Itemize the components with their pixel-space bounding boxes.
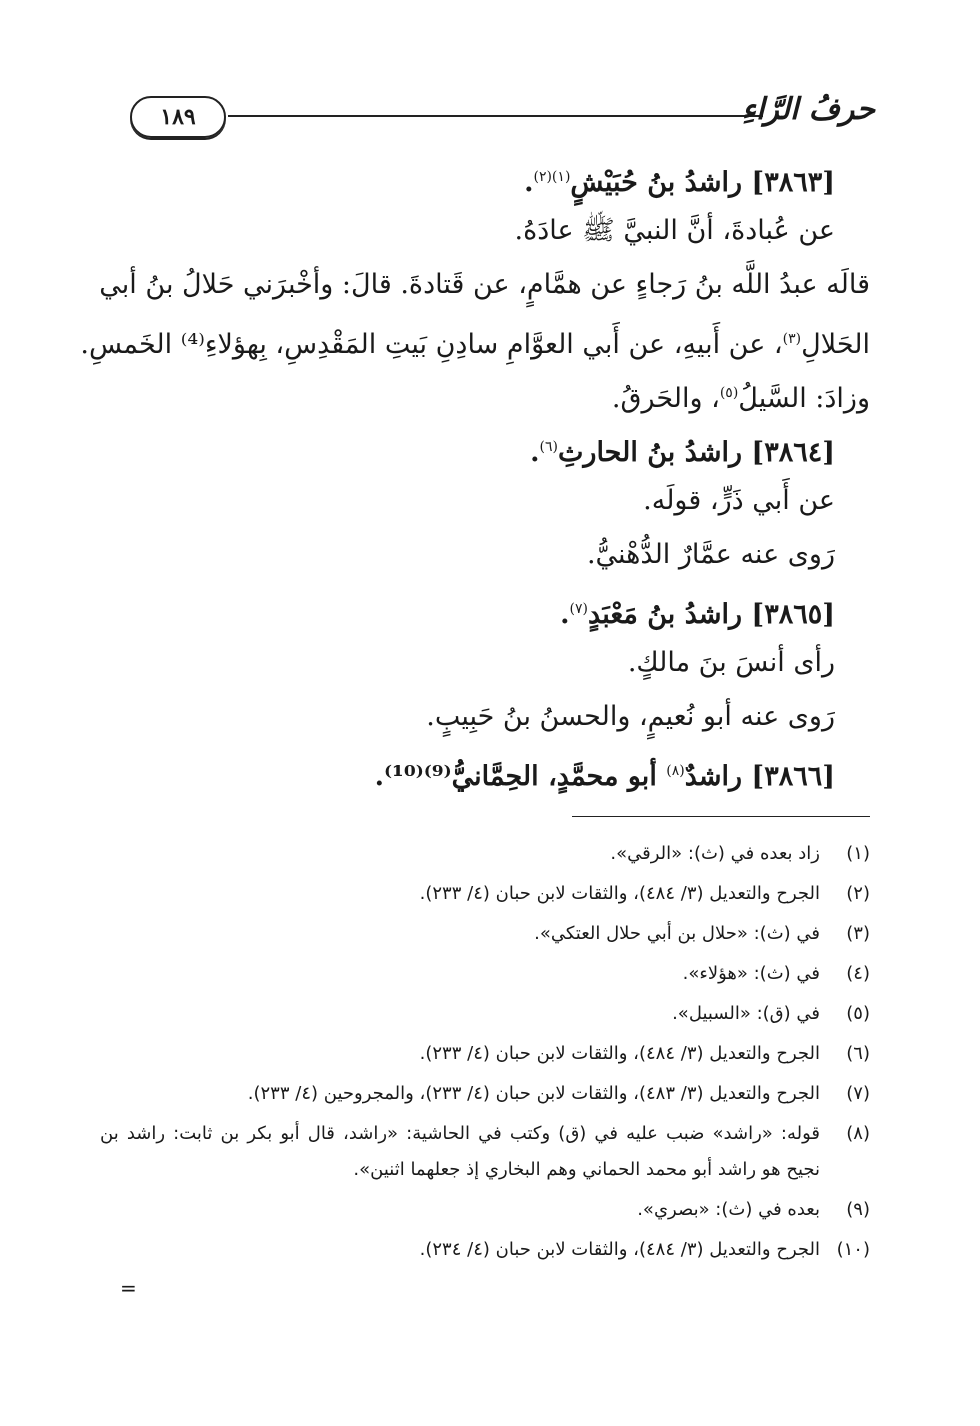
footnote-number: (١): [846, 843, 870, 864]
footnote-text: بعده في (ث): «بصري».: [637, 1199, 820, 1220]
footnote-item: [100, 1036, 870, 1072]
entry-heading: [٣٨٦٣] راشدُ بنُ حُبَيْشٍ$^{(١)(٢)}$.: [524, 167, 835, 198]
footnote-text: زاد بعده في (ث): «الرقي».: [610, 843, 820, 864]
footnote-item: [100, 996, 870, 1032]
text-line: رَوى عنه أبو نُعيمٍ، والحسنُ بنُ حَبِيبٍ.: [426, 701, 835, 732]
footnote-number: (٦): [846, 1043, 870, 1064]
continuation-mark: =: [120, 1276, 137, 1300]
main-text: [80, 150, 870, 798]
text-line: وزادَ: السَّيلُ$^{(٥)}$، والحَرقُ.: [611, 383, 870, 414]
footnote-number: (٩): [846, 1199, 870, 1220]
footnote-text: الجرح والتعديل (٣/ ٤٨٤)، والثقات لابن حبان (٤/ ٢٣٣).: [419, 1043, 820, 1064]
text-line: عن عُبادةَ، أنَّ النبيَّ ﷺ عادَهُ.: [514, 215, 835, 246]
footnote-ref: (٣): [782, 331, 802, 347]
footnote-separator: [572, 816, 870, 817]
entry-heading: [٣٨٦٤] راشدُ بنُ الحارثِ$^{(٦)}$.: [530, 437, 835, 468]
page-header: [130, 92, 875, 142]
footnote-item: [100, 836, 870, 872]
footnote-text: الجرح والتعديل (٣/ ٤٨٤)، والثقات لابن حبان (٤/ ٢٣٣).: [419, 883, 820, 904]
footnote-ref: (٦): [539, 439, 558, 455]
footnote-item: [100, 1192, 870, 1228]
running-head: حرفُ الرَّاءِ: [741, 92, 875, 127]
footnote-text: في (ث): «حلال بن أبي حلال العتكي».: [534, 923, 820, 944]
entry-heading: [٣٨٦٦] راشدٌ$^{(٨)}$ أبو محمَّدٍ، الحِمَّانيُّ⁽⁹⁾⁽¹⁰⁾.: [374, 761, 835, 792]
footnote-item: [100, 1116, 870, 1188]
footnotes: [100, 836, 870, 1272]
footnote-item: [100, 916, 870, 952]
footnote-text: في (ق): «السبيل».: [672, 1003, 820, 1024]
text-line: رَوى عنه عمَّارٌ الدُّهْنيُّ.: [586, 539, 835, 570]
entry-heading: [٣٨٦٥] راشدُ بنُ مَعْبَدٍ$^{(٧)}$.: [560, 599, 835, 630]
footnote-number: (٢): [846, 883, 870, 904]
footnote-number: (٨): [846, 1123, 870, 1144]
footnote-ref: (٥): [719, 385, 739, 401]
footnote-item: [100, 956, 870, 992]
text-line: عن أَبي ذَرٍّ، قولَه.: [643, 485, 835, 516]
header-rule: [228, 115, 763, 117]
footnote-ref: (٧): [569, 601, 589, 617]
text-line: رأى أنسَ بنَ مالكٍ.: [627, 647, 835, 678]
text-line: الحَلالِ$^{(٣)}$، عن أَبيهِ، عن أَبي العوَّامِ سادِنِ بَيتِ المَقْدِسِ، بِهؤلاءِ⁽⁴⁾ الخَمسِ.: [80, 329, 870, 360]
footnote-number: (٧): [846, 1083, 870, 1104]
footnote-number: (١٠): [836, 1239, 870, 1260]
text-line: قالَه عبدُ اللَّه بنُ رَجاءٍ عن همَّامٍ، عن قَتادةَ. قالَ: وأخْبرَني حَلالُ بنُ أبي: [99, 269, 870, 300]
footnote-number: (٤): [846, 963, 870, 984]
footnote-text: في (ث): «هؤلاء».: [682, 963, 820, 984]
footnote-text: الجرح والتعديل (٣/ ٤٨٣)، والثقات لابن حبان (٤/ ٢٣٣)، والمجروحين (٤/ ٢٣٣).: [247, 1083, 820, 1104]
footnote-item: [100, 876, 870, 912]
footnote-number: (٥): [846, 1003, 870, 1024]
page-number: ١٨٩: [130, 96, 226, 138]
footnote-ref: (٨): [666, 763, 685, 779]
footnote-number: (٣): [846, 923, 870, 944]
footnote-text: الجرح والتعديل (٣/ ٤٨٤)، والثقات لابن حبان (٤/ ٢٣٤).: [419, 1239, 820, 1260]
footnote-item: [100, 1232, 870, 1268]
footnote-item: [100, 1076, 870, 1112]
footnote-text: قوله: «راشد» ضبب عليه في (ق) وكتب في الحاشية: «راشد، قال أبو بكر بن ثابت: راشد بن نجيح هو راشد أبو محمد الحماني وهم البخاري إذ جعلهما اثنين».: [100, 1123, 820, 1180]
footnote-ref: (١)(٢): [533, 169, 571, 185]
